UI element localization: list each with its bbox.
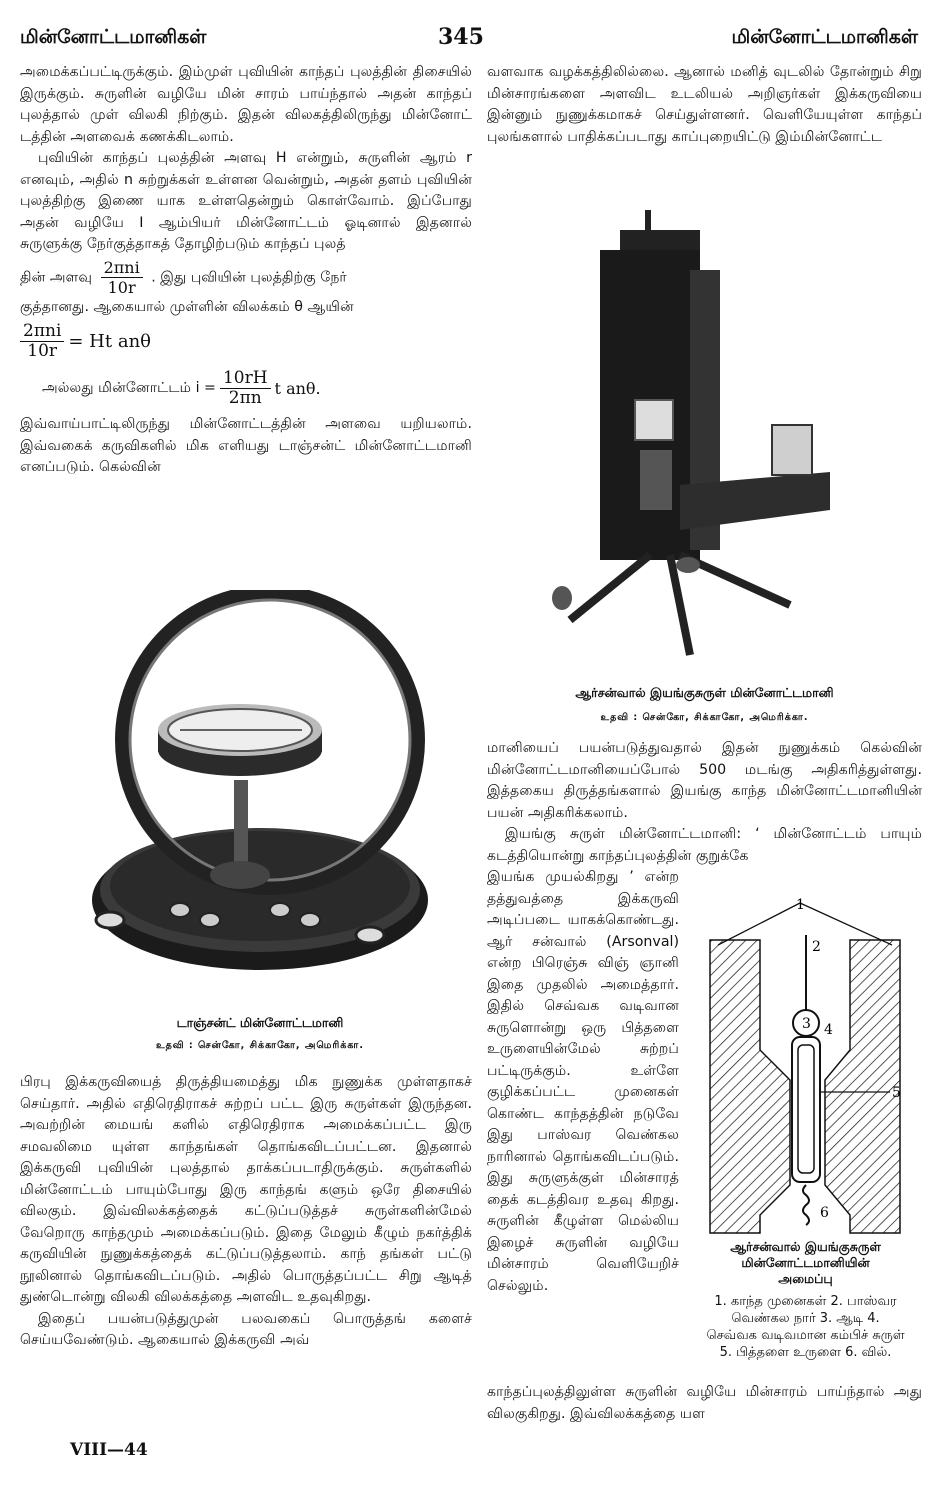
right-column-mid	[487, 738, 922, 867]
left-column-bottom	[20, 1072, 472, 1352]
arsonval-figure-caption: ஆர்சன்வால் இயங்குசுருள் மின்னோட்டமானி	[575, 685, 834, 700]
equation-1: $\frac{\text{2πni}}{10r}$ = Ht anθ	[20, 322, 472, 361]
paragraph: இதைப் பயன்படுத்துமுன் பலவகைப் பொருத்தங் களைச் செய்யவேண்டும். ஆகையால் இக்கருவி அவ்	[20, 1310, 472, 1348]
right-column-top	[487, 62, 922, 148]
tangent-figure-caption: டாஞ்சன்ட் மின்னோட்டமானி	[176, 1015, 344, 1030]
paragraph: வளவாக வழக்கத்திலில்லை. ஆனால் மனித் வுடலில் தோன்றும் சிறு மின்சாரங்களை அளவிட உடலியல் அறிஞர்கள் இக்கருவியை இன்னும் நுணுக்கமாகச் செய்துள்ளனர். வெளியேயுள்ள காந்தப் புலங்களால் பாதிக்கப்படாது காப்புறையிட்டு இம்மின்னோட்ட	[487, 64, 922, 145]
diagram-label: 1	[796, 897, 805, 913]
paragraph: பிரபு இக்கருவியைத் திருத்தியமைத்து மிக நுணுக்க முள்ளதாகச் செய்தார். அதில் எதிரெதிராகச் சுற்றப் பட்ட இரு சுருள்கள் இருந்தன. அவற்றின் மையங் களில் எதிரெதிராக அமைக்கப்பட்ட இரு சமவலிமை யுள்ள காந்தங்கள் தொங்கவிடப்பட்டன. இதனால் இக்கருவி புவியின் புலத்தால் தாக்கப்படாதிருக்கும். சுருள்களில் மின்னோட்டம் பாயும்போது இரு காந்தங் களும் ஒரே திசையில் விலகும். இவ்விலக்கத்தைக் கட்டுப்படுத்தச் சுருள்களின்மேல் வேறொரு காந்தமும் அமைக்கப்படும். இதை மேலும் கீழும் நகர்த்திக் கருவியின் நுணுக்கத்தைக் கட்டுப்படுத்தலாம். காந் தங்கள் பட்டு நூலினால் தொங்கவிடப்படும். அதில் பொருத்தப்பட்ட சிறு ஆடித் துண்டொன்று விலகி விலக்கத்தை அளவிட உதவுகிறது.	[20, 1074, 472, 1305]
fraction: $\frac{\text{2πni}}{10r}$	[101, 258, 143, 297]
diagram-label: 5	[892, 1085, 901, 1101]
arsonval-galvanometer-image	[540, 210, 870, 660]
header-left-title: மின்னோட்டமானிகள்	[20, 26, 207, 48]
paragraph: இயங்கு சுருள் மின்னோட்டமானி: ‘ மின்னோட்டம் பாயும் கடத்தியொன்று காந்தப்புலத்தின் குறுக்கே	[487, 826, 922, 864]
paragraph: காந்தப்புலத்திலுள்ள சுருளின் வழியே மின்சாரம் பாய்ந்தால் அது விலகுகிறது. இவ்விலக்கத்தை யள	[487, 1384, 922, 1422]
formula-line: தின் அளவு $\frac{\text{2πni}}{10r}$ . இது புவியின் புலத்திற்கு நேர்	[20, 257, 347, 297]
diagram-legend: 1. காந்த முனைகள் 2. பாஸ்வர வெண்கல நார் 3. ஆடி 4. செவ்வக வடிவமான கம்பிச் சுருள் 5. பித்தளை உருளை 6. வில்.	[706, 1294, 905, 1360]
diagram-caption: ஆர்சன்வால் இயங்குசுருள் மின்னோட்டமானியின் அமைப்பு	[730, 1239, 881, 1286]
arsonval-figure-credit: உதவி : சென்கோ, சிக்காகோ, அமெரிக்கா.	[600, 712, 809, 723]
tangent-figure-credit: உதவி : சென்கோ, சிக்காகோ, அமெரிக்கா.	[155, 1040, 364, 1051]
paragraph: அமைக்கப்பட்டிருக்கும். இம்முள் புவியின் காந்தப் புலத்தின் திசையில் இருக்கும். சுருளின் வழியே மின் சாரம் பாய்ந்தால் அதன் காந்தப் புலத்தால் முள் விலகி நிற்கும். இதன் விலகத்திலிருந்து மின்னோட் டத்தின் அளவைக் கணக்கிடலாம்.	[20, 64, 472, 145]
paragraph: குத்தானது. ஆகையால் முள்ளின் விலக்கம் θ ஆயின்	[20, 298, 354, 315]
left-column-top	[20, 62, 472, 479]
diagram-label: 4	[824, 1022, 833, 1038]
right-column-narrow	[487, 867, 679, 1297]
paragraph: புவியின் காந்தப் புலத்தின் அளவு H என்றும், சுருளின் ஆரம் r எனவும், அதில் n சுற்றுக்கள் உள்ளன வென்றும், அதன் தளம் புவியின் புலத்திற்கு இணை யாக உள்ளதென்றும் கொள்வோம். இப்போது அதன் வழியே I ஆம்பியர் மின்னோட்டம் ஓடினால் இதனால் சுருளுக்கு நேர்குத்தாகத் தோழிற்படும் காந்தப் புலத்	[20, 150, 472, 252]
arsonval-schematic-diagram	[700, 895, 922, 1235]
diagram-label: 2	[812, 939, 821, 955]
equation-2: அல்லது மின்னோட்டம் i = $\frac{10rH}{2\pi n}$ t anθ.	[42, 368, 321, 408]
page-signature: VIII—44	[70, 1440, 148, 1460]
paragraph: மானியைப் பயன்படுத்துவதால் இதன் நுணுக்கம் கெல்வின் மின்னோட்டமானியைப்போல் 500 மடங்கு அதிகரித்துள்ளது. இத்தகைய திருத்தங்களால் இயங்கு காந்த மின்னோட்டமானியின் பயன் அதிகரிக்கலாம்.	[487, 740, 922, 821]
header-right-title: மின்னோட்டமானிகள்	[731, 26, 918, 48]
tangent-galvanometer-image	[80, 590, 440, 1010]
right-column-bottom	[487, 1382, 922, 1425]
page-number: 345	[438, 24, 484, 50]
paragraph: இவ்வாய்பாட்டிலிருந்து மின்னோட்டத்தின் அளவை யறியலாம். இவ்வகைக் கருவிகளில் மிக எளியது டாஞ்சன்ட் மின்னோட்டமானி எனப்படும். கெல்வின்	[20, 416, 472, 475]
diagram-label: 6	[820, 1205, 829, 1221]
paragraph: இயங்க முயல்கிறது ’ என்ற தத்துவத்தை இக்கருவி அடிப்படை யாகக்கொண்டது. ஆர் சன்வால் (Arsonval) என்ற பிரெஞ்சு விஞ் ஞானி இதை முதலில் அமைத்தார். இதில் செவ்வக வடிவான சுருளொன்று ஒரு பித்தளை உருளையின்மேல் சுற்றப் பட்டிருக்கும். உள்ளே குழிக்கப்பட்ட முனைகள் கொண்ட காந்தத்தின் நடுவே இது பாஸ்வர வெண்கல நாரினால் தொங்கவிடப்படும். இது சுருளுக்குள் மின்சாரத் தைக் கடத்திவர உதவு கிறது. சுருளின் கீழுள்ள மெல்லிய இழைச் சுருளின் வழியே மின்சாரம் வெளியேறிச் செல்லும்.	[487, 869, 679, 1294]
diagram-label: 3	[802, 1016, 811, 1032]
